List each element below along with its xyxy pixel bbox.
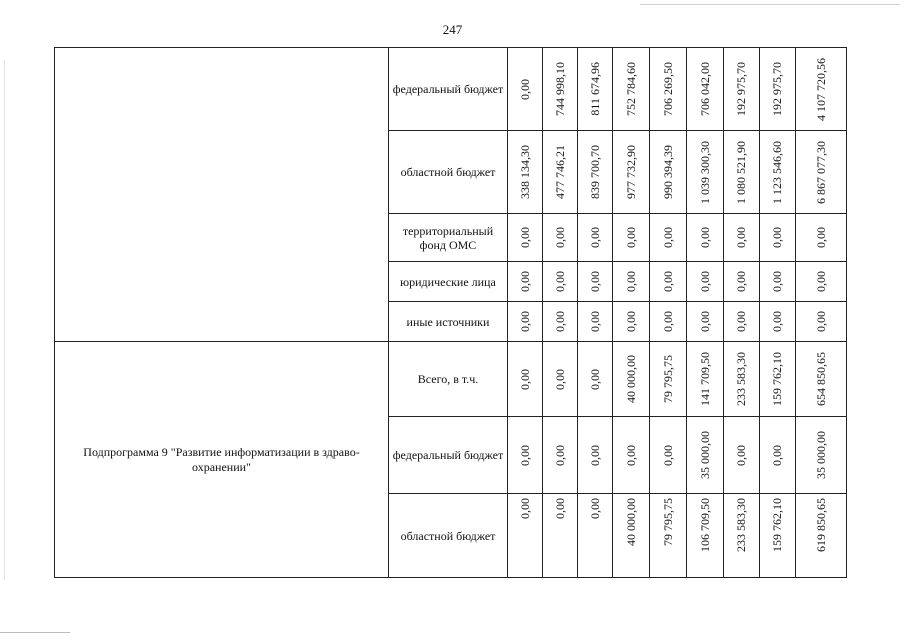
value-text: 990 394,39 <box>660 145 675 199</box>
value-cell <box>687 302 724 342</box>
value-cell <box>796 131 847 214</box>
value-cell <box>687 48 724 131</box>
value-text: 654 850,65 <box>813 352 828 406</box>
value-text: 0,00 <box>587 368 602 390</box>
funding-source-cell: юридические лица <box>389 262 508 302</box>
value-cell <box>760 262 796 302</box>
value-text: 6 867 077,30 <box>813 140 828 204</box>
value-text: 0,00 <box>770 444 784 466</box>
value-text: 0,00 <box>517 498 532 519</box>
value-text: 40 000,00 <box>623 498 638 546</box>
value-cell <box>760 494 796 578</box>
value-cell <box>543 494 578 578</box>
value-text: 0,00 <box>517 78 532 100</box>
value-cell <box>796 342 847 417</box>
value-text: 477 746,21 <box>552 145 567 199</box>
value-cell <box>543 342 578 417</box>
value-text: 79 795,75 <box>660 498 675 546</box>
value-cell <box>796 214 847 262</box>
value-text: 159 762,10 <box>770 498 784 552</box>
value-cell <box>724 214 760 262</box>
value-cell <box>760 342 796 417</box>
value-text: 0,00 <box>734 227 748 248</box>
value-text: 1 080 521,90 <box>734 140 748 204</box>
value-cell <box>578 131 613 214</box>
value-cell <box>687 494 724 578</box>
value-text: 0,00 <box>517 368 532 390</box>
funding-source-cell: областной бюджет <box>389 494 508 578</box>
value-text: 35 000,00 <box>697 431 712 479</box>
value-text: 0,00 <box>552 444 567 466</box>
funding-source-cell: Всего, в т.ч. <box>389 342 508 417</box>
value-text: 0,00 <box>813 227 828 248</box>
value-cell <box>650 417 687 494</box>
value-cell <box>724 131 760 214</box>
value-cell <box>613 494 650 578</box>
value-text: 0,00 <box>587 311 602 332</box>
value-cell <box>613 417 650 494</box>
value-text: 744 998,10 <box>552 62 567 116</box>
value-text: 0,00 <box>517 444 532 466</box>
value-cell <box>724 494 760 578</box>
value-cell <box>650 302 687 342</box>
value-cell <box>543 417 578 494</box>
value-text: 192 975,70 <box>770 62 784 116</box>
value-text: 0,00 <box>660 311 675 332</box>
value-cell <box>650 48 687 131</box>
value-cell <box>724 342 760 417</box>
value-text: 0,00 <box>552 271 567 292</box>
value-cell <box>760 302 796 342</box>
value-cell <box>724 262 760 302</box>
value-cell <box>613 214 650 262</box>
value-cell <box>508 494 543 578</box>
value-text: 706 042,00 <box>697 62 712 116</box>
value-text: 619 850,65 <box>813 498 828 552</box>
value-cell <box>578 48 613 131</box>
value-cell <box>650 131 687 214</box>
table-row <box>55 48 847 131</box>
value-text: 0,00 <box>587 444 602 466</box>
value-cell <box>508 302 543 342</box>
value-cell <box>796 417 847 494</box>
funding-source-cell: областной бюджет <box>389 131 508 214</box>
value-cell <box>687 262 724 302</box>
value-text: 0,00 <box>517 311 532 332</box>
value-cell <box>508 131 543 214</box>
value-cell <box>543 131 578 214</box>
value-text: 159 762,10 <box>770 352 784 406</box>
value-cell <box>687 214 724 262</box>
value-cell <box>508 214 543 262</box>
value-text: 0,00 <box>813 311 828 332</box>
value-cell <box>796 48 847 131</box>
value-text: 0,00 <box>697 271 712 292</box>
value-text: 0,00 <box>587 498 602 519</box>
value-text: 4 107 720,56 <box>813 57 828 121</box>
program-name-cell <box>55 48 389 342</box>
value-text: 1 039 300,30 <box>697 140 712 204</box>
value-cell <box>613 302 650 342</box>
value-text: 811 674,96 <box>587 62 602 116</box>
funding-source-cell: федеральный бюджет <box>389 48 508 131</box>
value-text: 40 000,00 <box>623 355 638 403</box>
value-text: 106 709,50 <box>697 498 712 552</box>
scan-artifact-bottom <box>0 632 70 633</box>
value-cell <box>613 342 650 417</box>
value-text: 839 700,70 <box>587 145 602 199</box>
value-text: 977 732,90 <box>623 145 638 199</box>
value-text: 0,00 <box>734 444 748 466</box>
value-cell <box>724 48 760 131</box>
value-text: 0,00 <box>623 311 638 332</box>
value-cell <box>508 417 543 494</box>
value-cell <box>687 417 724 494</box>
value-cell <box>508 262 543 302</box>
value-cell <box>578 494 613 578</box>
value-cell <box>760 417 796 494</box>
value-cell <box>578 417 613 494</box>
budget-table <box>54 47 847 578</box>
value-text: 0,00 <box>552 227 567 248</box>
value-text: 0,00 <box>734 311 748 332</box>
value-cell <box>650 262 687 302</box>
value-cell <box>650 214 687 262</box>
value-text: 0,00 <box>623 271 638 292</box>
value-text: 0,00 <box>770 311 784 332</box>
value-text: 0,00 <box>587 271 602 292</box>
value-text: 0,00 <box>770 271 784 292</box>
value-text: 706 269,50 <box>660 62 675 116</box>
value-cell <box>760 131 796 214</box>
value-text: 0,00 <box>697 311 712 332</box>
value-text: 0,00 <box>552 498 567 519</box>
value-text: 0,00 <box>660 227 675 248</box>
value-cell <box>650 494 687 578</box>
value-cell <box>650 342 687 417</box>
value-cell <box>578 342 613 417</box>
value-text: 0,00 <box>770 227 784 248</box>
value-cell <box>613 48 650 131</box>
program-name-cell: Подпрограмма 9 "Развитие информатизации в здраво-охранении" <box>55 342 389 578</box>
value-cell <box>508 342 543 417</box>
value-text: 192 975,70 <box>734 62 748 116</box>
value-cell <box>724 417 760 494</box>
value-cell <box>578 302 613 342</box>
value-cell <box>578 214 613 262</box>
value-cell <box>760 48 796 131</box>
funding-source-cell: территориальный фонд ОМС <box>389 214 508 262</box>
value-text: 0,00 <box>623 227 638 248</box>
value-text: 0,00 <box>517 227 532 248</box>
value-text: 79 795,75 <box>660 355 675 403</box>
value-text: 35 000,00 <box>813 431 828 479</box>
value-text: 141 709,50 <box>697 352 712 406</box>
value-text: 0,00 <box>660 444 675 466</box>
funding-source-cell: федеральный бюджет <box>389 417 508 494</box>
value-text: 0,00 <box>660 271 675 292</box>
value-cell <box>687 342 724 417</box>
funding-source-cell: иные источники <box>389 302 508 342</box>
value-cell <box>543 48 578 131</box>
value-cell <box>543 214 578 262</box>
value-text: 0,00 <box>623 444 638 466</box>
value-cell <box>543 262 578 302</box>
value-cell <box>613 131 650 214</box>
value-text: 0,00 <box>552 311 567 332</box>
value-cell <box>796 302 847 342</box>
value-cell <box>724 302 760 342</box>
value-text: 752 784,60 <box>623 62 638 116</box>
scan-artifact-top <box>640 4 900 5</box>
value-cell <box>760 214 796 262</box>
value-text: 233 583,30 <box>734 352 748 406</box>
value-cell <box>796 494 847 578</box>
value-cell <box>543 302 578 342</box>
value-text: 0,00 <box>517 271 532 292</box>
value-cell <box>578 262 613 302</box>
table-row <box>55 342 847 417</box>
value-cell <box>613 262 650 302</box>
value-text: 0,00 <box>813 271 828 292</box>
value-cell <box>687 131 724 214</box>
value-cell <box>796 262 847 302</box>
value-text: 0,00 <box>697 227 712 248</box>
value-text: 338 134,30 <box>517 145 532 199</box>
value-text: 0,00 <box>587 227 602 248</box>
value-text: 233 583,30 <box>734 498 748 552</box>
value-text: 0,00 <box>552 368 567 390</box>
scan-artifact-left <box>4 60 5 580</box>
value-text: 0,00 <box>734 271 748 292</box>
value-text: 1 123 546,60 <box>770 140 784 204</box>
page-number: 247 <box>442 22 463 37</box>
value-cell <box>508 48 543 131</box>
